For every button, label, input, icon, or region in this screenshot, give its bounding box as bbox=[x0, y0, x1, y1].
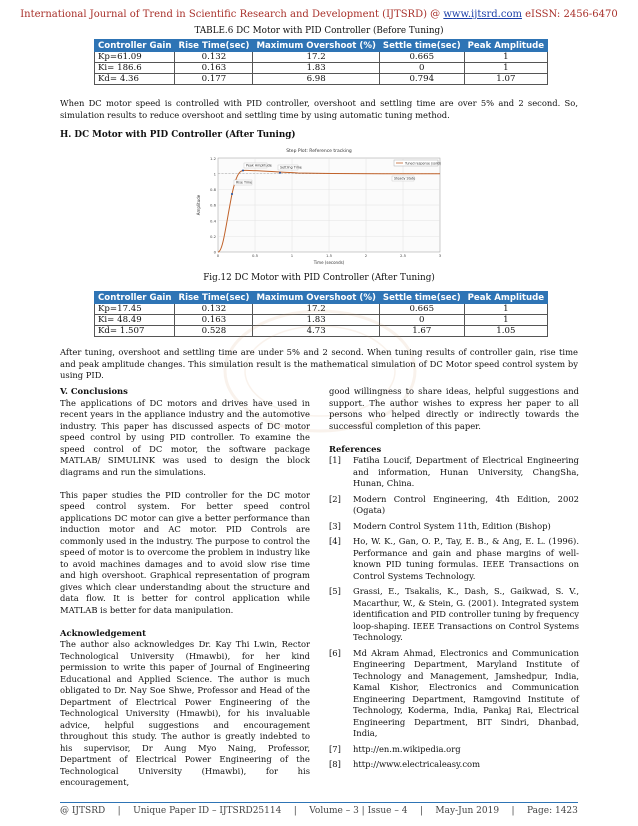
reference-number: [2] bbox=[329, 493, 341, 504]
journal-link[interactable]: www.ijtsrd.com bbox=[443, 9, 522, 20]
reference-text: Md Akram Ahmad, Electronics and Communication Engineering Department, Maryland Institute of Technology and Management, Jamshedpur, India, Kamal Kishor, Electronics and Communication Engineering Department, Ramgovind Institute of Technology, Koderma, India, Pankaj Rai, Electrical Engineering Department, BIT Sindri, Dhanbad, India, bbox=[353, 647, 579, 738]
reference-item bbox=[329, 586, 579, 644]
section-heading-h: H. DC Motor with PID Controller (After Tuning) bbox=[60, 130, 296, 140]
reference-item bbox=[329, 494, 579, 517]
ytick: 1.2 bbox=[209, 156, 216, 161]
reference-text: Modern Control System 11th, Edition (Bishop) bbox=[353, 520, 551, 531]
reference-item bbox=[329, 536, 579, 582]
column-header: Peak Amplitude bbox=[464, 292, 548, 304]
reference-number: [4] bbox=[329, 536, 341, 546]
settle-marker bbox=[279, 172, 281, 174]
column-header: Peak Amplitude bbox=[464, 40, 548, 52]
paragraph-before-tuning: When DC motor speed is controlled with PID controller, overshoot and settling time are over 5% and 2 second. So, simulation results to reduce overshoot and settling time by using automatic tuning method. bbox=[60, 98, 578, 120]
ytick: 0.2 bbox=[209, 234, 216, 239]
ytick: 0.6 bbox=[209, 202, 216, 208]
reference-text: Modern Control Engineering, 4th Edition, 2002 (Ogata) bbox=[353, 493, 579, 515]
annot-steady: Steady State bbox=[394, 176, 416, 181]
table-cell: 0.132 bbox=[175, 52, 253, 63]
column-header: Settle time(sec) bbox=[379, 40, 464, 52]
reference-text: Grassi, E., Tsakalis, K., Dash, S., Gaikwad, S. V., Macarthur, W., & Stein, G. (2001). Integrated system identification and PID controller tuning by frequency loop-shaping. IEEE Transactions on Control Systems Technology. bbox=[353, 586, 579, 642]
y-axis-label: Amplitude bbox=[196, 194, 201, 216]
table-cell: 1.83 bbox=[253, 63, 379, 74]
table-cell: Kp=61.09 bbox=[95, 52, 175, 63]
table-cell: 0.528 bbox=[175, 326, 253, 337]
table-cell: 0.665 bbox=[379, 304, 464, 315]
reference-number: [6] bbox=[329, 647, 341, 658]
reference-text: http://www.electricaleasy.com bbox=[353, 759, 481, 769]
xtick: 2.5 bbox=[399, 253, 407, 258]
column-header: Controller Gain bbox=[95, 40, 175, 52]
table-cell: Kd= 4.36 bbox=[95, 74, 175, 85]
column-header: Rise Time(sec) bbox=[175, 40, 253, 52]
table-cell: 1.07 bbox=[464, 74, 548, 85]
reference-item bbox=[329, 759, 579, 771]
table-row bbox=[95, 52, 548, 63]
table-row bbox=[95, 63, 548, 74]
table-cell: 1 bbox=[464, 304, 548, 315]
reference-number: [5] bbox=[329, 586, 341, 596]
table-cell: 1.83 bbox=[253, 315, 379, 326]
acknowledgement-heading: Acknowledgement bbox=[60, 627, 146, 638]
references-list bbox=[329, 455, 579, 771]
xtick: 3 bbox=[438, 253, 442, 258]
xtick: 1 bbox=[290, 253, 294, 258]
header-text: International Journal of Trend in Scientific Research and Development (IJTSRD) @ bbox=[20, 9, 444, 20]
table-cell: 17.2 bbox=[253, 52, 379, 63]
reference-item bbox=[329, 744, 579, 756]
xtick: 1.5 bbox=[325, 253, 333, 258]
table1-caption: TABLE.6 DC Motor with PID Controller (Before Tuning) bbox=[194, 26, 444, 36]
journal-header bbox=[0, 9, 638, 20]
xtick: 0 bbox=[216, 253, 220, 258]
figure-caption: Fig.12 DC Motor with PID Controller (After Tuning) bbox=[203, 273, 435, 283]
column-header: Rise Time(sec) bbox=[175, 292, 253, 304]
table-header-row bbox=[95, 40, 548, 52]
reference-number: [1] bbox=[329, 455, 341, 465]
reference-text: Fatiha Loucif, Department of Electrical Engineering and information, Hunan University, ChangSha, Hunan, China. bbox=[353, 455, 579, 488]
table-cell: Ki= 48.49 bbox=[95, 315, 175, 326]
column-header: Controller Gain bbox=[95, 292, 175, 304]
ytick: 1 bbox=[213, 171, 216, 177]
header-issn: eISSN: 2456-6470 bbox=[521, 9, 618, 20]
table-cell: 1 bbox=[464, 315, 548, 326]
reference-item bbox=[329, 648, 579, 740]
left-column bbox=[60, 386, 310, 789]
conclusions-heading: V. Conclusions bbox=[60, 386, 128, 396]
table-cell: 1.05 bbox=[464, 326, 548, 337]
column-header: Maximum Overshoot (%) bbox=[253, 40, 379, 52]
figure-title: Step Plot: Reference tracking bbox=[286, 149, 352, 154]
footer-date: May-Jun 2019 bbox=[435, 806, 500, 816]
reference-text: http://en.m.wikipedia.org bbox=[353, 743, 461, 754]
acknowledgement-continued: good willingness to share ideas, helpful suggestions and support. The author wishes to express her paper to all persons who helped directly or indirectly towards the successful completion of this paper. bbox=[329, 386, 579, 431]
table-header-row bbox=[95, 292, 548, 304]
table-cell: 0.163 bbox=[175, 315, 253, 326]
ytick: 0.4 bbox=[209, 218, 216, 224]
column-header: Maximum Overshoot (%) bbox=[253, 292, 379, 304]
table-cell: 4.73 bbox=[253, 326, 379, 337]
table-before-tuning bbox=[94, 39, 548, 85]
reference-number: [7] bbox=[329, 743, 341, 754]
xtick: 2 bbox=[364, 253, 368, 258]
page-footer: @ IJTSRD | Unique Paper ID – IJTSRD25114 | Volume – 3 | Issue – 4 | May-Jun 2019 | Page: 1423 bbox=[60, 806, 578, 816]
conclusions-paragraph-2: This paper studies the PID controller for the DC motor speed control system. For better speed control applications DC motor can give a better performance than induction motor and AC motor. PID Controls are commonly used in the industry. The purpose to control the speed of motor is to overcome the problem in industry like to avoid machines damages and to avoid slow rise time and high overshoot. Graphical representation of program gives which clear understanding about the structure and data flow. It is better for control application while MATLAB is better for data manipulation. bbox=[60, 489, 310, 615]
ytick: 0 bbox=[213, 249, 216, 255]
table-cell: 0.665 bbox=[379, 52, 464, 63]
footer-journal: @ IJTSRD bbox=[60, 806, 106, 816]
table-cell: 1 bbox=[464, 52, 548, 63]
table-cell: 1.67 bbox=[379, 326, 464, 337]
reference-number: [8] bbox=[329, 759, 341, 769]
table-cell: 0.163 bbox=[175, 63, 253, 74]
footer-page: Page: 1423 bbox=[526, 806, 578, 816]
conclusions-paragraph-1: The applications of DC motors and drives have used in recent years in the appliance industry and the automotive industry. This paper has discussed aspects of DC motor speed control by using PID controller. To examine the speed control of DC motor, the software package MATLAB/ SIMULINK was used to design the block diagrams and run the simulations. bbox=[60, 397, 310, 477]
annot-peak: Peak Amplitude bbox=[246, 163, 272, 168]
table-cell: 0 bbox=[379, 63, 464, 74]
rise-marker bbox=[231, 193, 233, 195]
right-column bbox=[329, 386, 579, 771]
table-cell: 6.98 bbox=[253, 74, 379, 85]
reference-item bbox=[329, 521, 579, 533]
step-response-figure bbox=[188, 144, 450, 268]
table-cell: 0.794 bbox=[379, 74, 464, 85]
column-header: Settle time(sec) bbox=[379, 292, 464, 304]
table-cell: Ki= 186.6 bbox=[95, 63, 175, 74]
table-cell: 1 bbox=[464, 63, 548, 74]
table-cell: Kd= 1.507 bbox=[95, 326, 175, 337]
references-heading: References bbox=[329, 443, 382, 454]
reference-text: Ho, W. K., Gan, O. P., Tay, E. B., & Ang, E. L. (1996). Performance and gain and phase margins of well-known PID tuning formulas. IEEE Transactions on Control Systems Technology. bbox=[353, 536, 579, 581]
xtick: 0.5 bbox=[251, 253, 259, 258]
acknowledgement-paragraph: The author also acknowledges Dr. Kay Thi Lwin, Rector Technological University (Hmawbi), for her kind permission to write this paper of Journal of Engineering Educational and Applied Science. The author is much obligated to Dr. Nay Soe Shwe, Professor and Head of the Department of Electrical Power Engineering of the Technological University (Hmawbi), for his invaluable advice, helpful suggestions and encouragement throughout this study. The author is greatly indebted to his supervisor, Dr Aung Myo Naing, Professor, Department of Electrical Power Engineering of the Technological University (Hmawbi), for his encouragement, bbox=[60, 639, 310, 787]
annot-rise: Rise Time bbox=[236, 180, 253, 185]
table-cell: 0 bbox=[379, 315, 464, 326]
paragraph-after-tuning: After tuning, overshoot and settling time are under 5% and 2 second. When tuning results of controller gain, rise time and peak amplitude changes. This simulation result is the mathematical simulation of DC Motor speed control system by using PID. bbox=[60, 347, 578, 380]
legend-label: Tuned response (solid) bbox=[405, 161, 441, 166]
reference-number: [3] bbox=[329, 520, 341, 531]
table-cell: 0.132 bbox=[175, 304, 253, 315]
peak-marker bbox=[242, 170, 244, 172]
table-cell: 0.177 bbox=[175, 74, 253, 85]
table-cell: Kp=17.45 bbox=[95, 304, 175, 315]
table-cell: 17.2 bbox=[253, 304, 379, 315]
ytick: 0.8 bbox=[209, 187, 216, 192]
reference-item bbox=[329, 455, 579, 490]
footer-rule bbox=[60, 802, 578, 803]
annot-settle: Settling Time bbox=[280, 165, 302, 170]
footer-paper-id: Unique Paper ID – IJTSRD25114 bbox=[133, 806, 282, 816]
table-row bbox=[95, 74, 548, 85]
x-axis-label: Time (seconds) bbox=[313, 260, 345, 265]
footer-volume: Volume – 3 | Issue – 4 bbox=[309, 806, 408, 816]
